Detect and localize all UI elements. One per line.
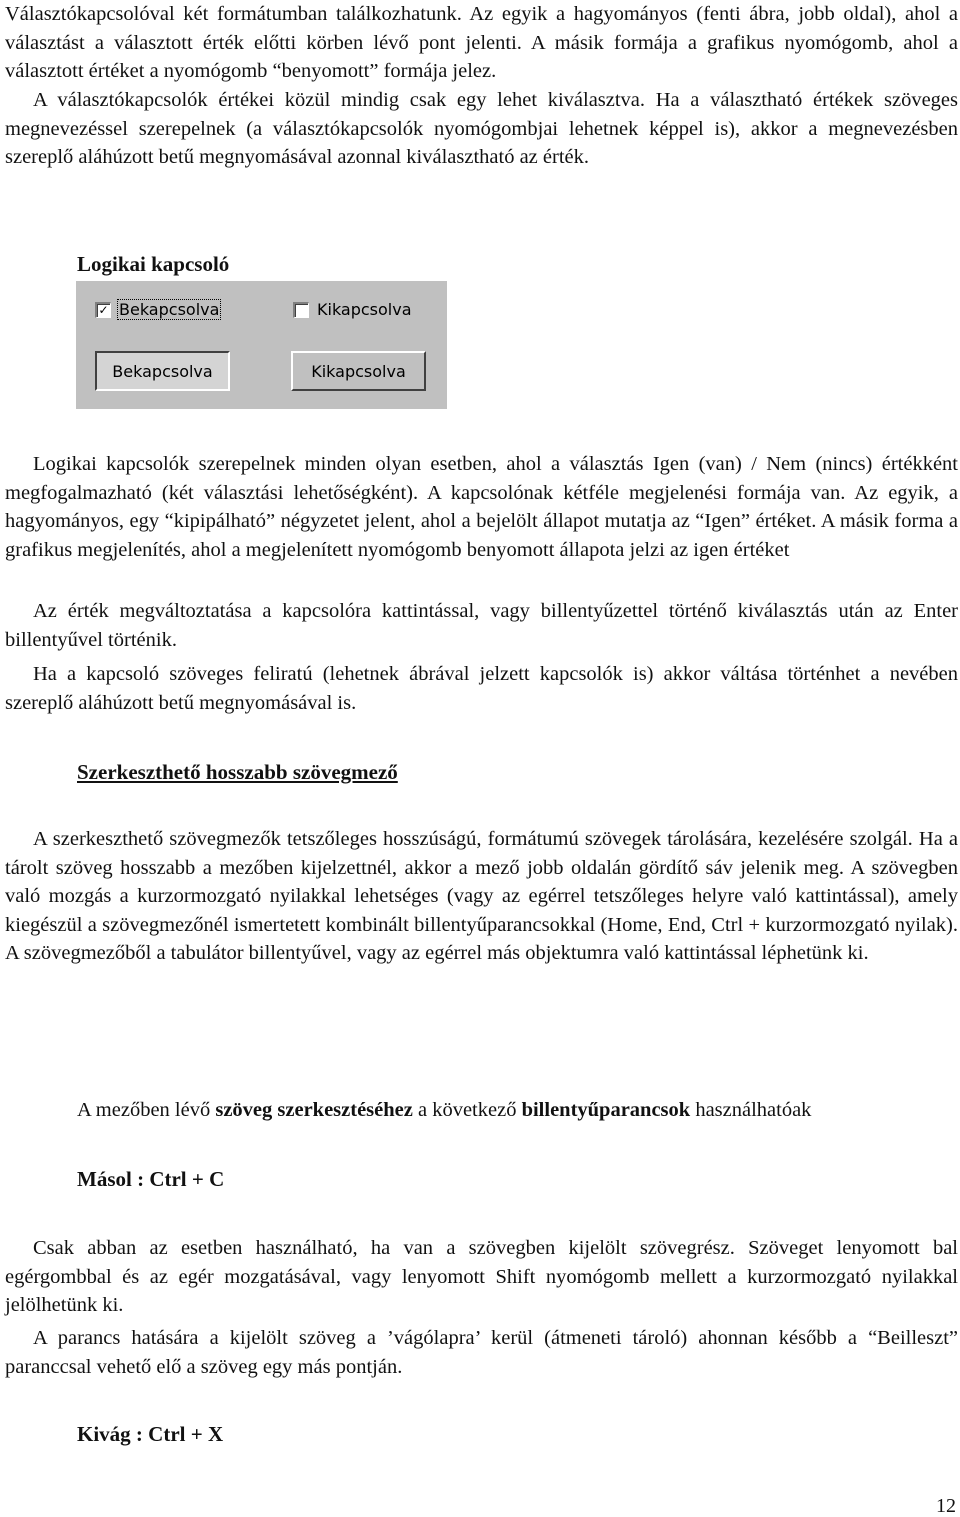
checkbox-checked-box[interactable]: ✓ bbox=[95, 302, 111, 318]
intro-paragraph-2: A választókapcsolók értékei közül mindig csak egy lehet kiválasztva. Ha a választható értékek szöveges megnevezéssel szerepelnek (a választókapcsolók nyomógombjai lehetnek képpel is), akkor a megnevezésben szereplő aláhúzott betű megnyomásával azonnal kiválasztható az érték. bbox=[5, 89, 958, 168]
toggle-button-bekapcsolva-label: Bekapcsolva bbox=[112, 361, 213, 381]
logic-switch-heading: Logikai kapcsoló bbox=[77, 252, 230, 276]
checkbox-bekapcsolva-label: Bekapcsolva bbox=[119, 300, 220, 319]
toggle-button-kikapcsolva-label: Kikapcsolva bbox=[311, 361, 406, 381]
shortcut-intro-bold1: szöveg szerkesztéséhez bbox=[215, 1099, 413, 1121]
cut-heading: Kivág : Ctrl + X bbox=[77, 1422, 224, 1446]
toggle-button-bekapcsolva[interactable] bbox=[95, 351, 230, 391]
logic-switch-screenshot bbox=[76, 281, 447, 409]
logic-paragraph-2: Az érték megváltoztatása a kapcsolóra kattintással, vagy billentyűzettel történő kiválasztás után az Enter billentyűvel történik. bbox=[5, 600, 958, 651]
logic-paragraph-1: Logikai kapcsolók szerepelnek minden olyan esetben, ahol a választás Igen (van) / Nem (nincs) értékként megfogalmazható (két választási lehetőségként). A kapcsolónak kétféle megjelenési formája van. Az egyik, a hagyományos, egy “kipipálható” négyzetet jelent, ahol a bejelölt állapot mutatja az “Igen” értéket. A másik forma a grafikus megjelenítés, ahol a megjelenített nyomógomb benyomott állapota jelzi az igen értéket bbox=[5, 453, 958, 561]
shortcut-intro-part2: a következő bbox=[412, 1099, 522, 1121]
checkbox-unchecked-box[interactable] bbox=[293, 302, 309, 318]
checkbox-kikapcsolva[interactable] bbox=[293, 299, 414, 320]
copy-paragraph-1: Csak abban az esetben használható, ha van a szövegben kijelölt szövegrész. Szöveget lenyomott bal egérgombbal és az egér mozgatásával, vagy lenyomott Shift nyomógomb mellett a kurzormozgató nyilakkal jelölhetünk ki. bbox=[5, 1237, 958, 1316]
shortcut-intro-bold2: billentyűparancsok bbox=[521, 1099, 691, 1121]
page-number: 12 bbox=[936, 1495, 956, 1517]
toggle-button-kikapcsolva[interactable] bbox=[291, 351, 426, 391]
shortcut-intro-part3: használhatóak bbox=[690, 1099, 812, 1121]
checkbox-kikapcsolva-label: Kikapcsolva bbox=[317, 300, 412, 319]
copy-paragraph-2: A parancs hatására a kijelölt szöveg a ’vágólapra’ kerül (átmeneti tároló) ahonnan később a “Beilleszt” paranccsal vehető elő a szöveg egy más pontján. bbox=[5, 1327, 958, 1378]
intro-paragraph-1: Választókapcsolóval két formátumban találkozhatunk. Az egyik a hagyományos (fenti ábra, jobb oldal), ahol a választást a választott érték előtti körben lévő pont jelenti. A másik formája a grafikus nyomógomb, ahol a választott értéket a nyomógomb “benyomott” formája jelez. bbox=[5, 3, 958, 82]
editor-heading: Szerkeszthető hosszabb szövegmező bbox=[77, 760, 398, 784]
copy-heading: Másol : Ctrl + C bbox=[77, 1167, 225, 1191]
logic-paragraph-3: Ha a kapcsoló szöveges feliratú (lehetnek ábrával jelzett kapcsolók is) akkor váltása történhet a nevében szereplő aláhúzott betű megnyomásával is. bbox=[5, 663, 958, 714]
shortcut-intro bbox=[77, 1096, 811, 1124]
shortcut-intro-part1: A mezőben lévő bbox=[77, 1099, 216, 1121]
checkbox-bekapcsolva[interactable] bbox=[95, 299, 221, 320]
editor-paragraph-1: A szerkeszthető szövegmezők tetszőleges hosszúságú, formátumú szövegek tárolására, kezelésére szolgál. Ha a tárolt szöveg hosszabb a mezőben kijelzettnél, akkor a mező jobb oldalán gördítő sáv jelenik meg. A szövegben való mozgás a kurzormozgató nyilakkal lehetséges (vagy az egérrel tetszőleges helyre való kattintással), amely kiegészül a szövegmezőnél ismertetett kombinált billentyűparancsokkal (Home, End, Ctrl + kurzormozgató nyilak). A szövegmezőből a tabulátor billentyűvel, vagy az egérrel más objektumra való kattintással léphetünk ki. bbox=[5, 828, 958, 964]
